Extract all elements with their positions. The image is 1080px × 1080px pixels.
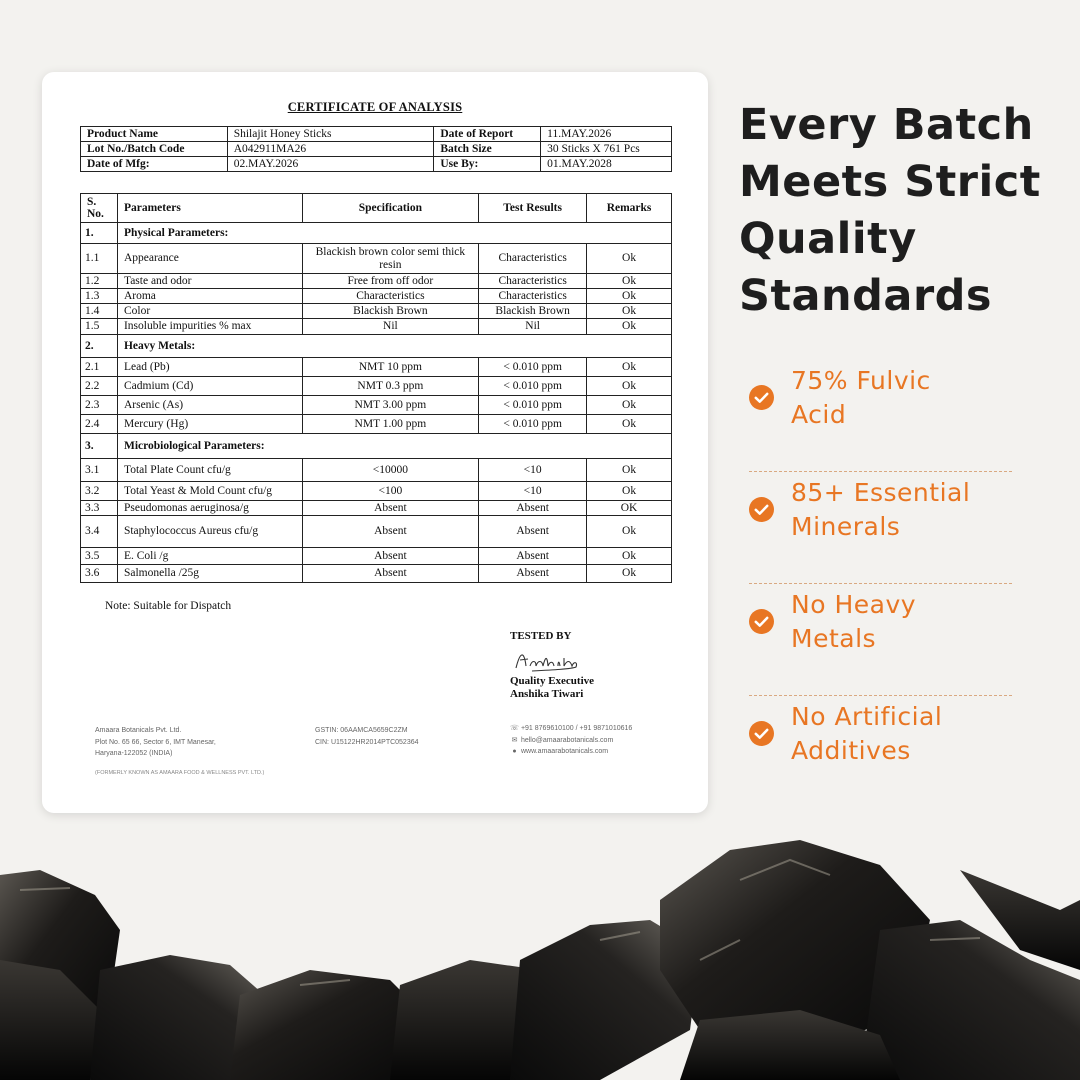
specification-cell: Absent	[302, 501, 479, 516]
address-line-1: Plot No. 65 66, Sector 6, IMT Manesar,	[95, 738, 216, 746]
parameter-cell: Salmonella /25g	[117, 565, 302, 583]
parameter-cell: Total Yeast & Mold Count cfu/g	[117, 482, 302, 501]
parameter-cell: Lead (Pb)	[117, 358, 302, 377]
col-header-parameters: Parameters	[117, 194, 302, 223]
batch-size-label: Batch Size	[434, 142, 541, 157]
certificate-title: CERTIFICATE OF ANALYSIS	[287, 100, 463, 114]
table-row	[81, 501, 672, 516]
feature-text: No Artificial Additives	[791, 702, 943, 765]
mfg-date-label: Date of Mfg:	[81, 157, 228, 172]
result-cell: < 0.010 ppm	[479, 396, 587, 415]
section-header-row	[81, 335, 672, 358]
specification-cell: Nil	[302, 319, 479, 335]
result-cell: Characteristics	[479, 289, 587, 304]
result-cell: Characteristics	[479, 274, 587, 289]
table-row	[81, 396, 672, 415]
specification-cell: Absent	[302, 516, 479, 548]
address-line-2: Haryana-122052 (INDIA)	[95, 750, 173, 758]
result-cell: <10	[479, 482, 587, 501]
company-name: Amaara Botanicals Pvt. Ltd.	[95, 727, 182, 734]
row-number: 3.1	[81, 459, 118, 482]
col-header-specification: Specification	[302, 194, 479, 223]
parameter-cell: Staphylococcus Aureus cfu/g	[117, 516, 302, 548]
section-number: 1.	[81, 223, 118, 244]
col-header-remarks: Remarks	[587, 194, 672, 223]
signature	[512, 648, 582, 674]
result-cell: Absent	[479, 501, 587, 516]
col-header-sno: S. No.	[81, 194, 118, 223]
specification-cell: Blackish brown color semi thick resin	[302, 244, 479, 274]
certificate-card	[42, 72, 708, 813]
signer-title: Quality Executive	[510, 675, 595, 687]
result-cell: < 0.010 ppm	[479, 415, 587, 434]
parameter-cell: Cadmium (Cd)	[117, 377, 302, 396]
product-info-table	[80, 126, 672, 172]
section-header-row	[81, 434, 672, 459]
parameter-cell: Total Plate Count cfu/g	[117, 459, 302, 482]
table-row	[81, 516, 672, 548]
specification-cell: NMT 0.3 ppm	[302, 377, 479, 396]
result-cell: Absent	[479, 565, 587, 583]
feature-item	[749, 472, 1012, 584]
specification-cell: Absent	[302, 548, 479, 565]
signer-block	[510, 675, 594, 701]
row-number: 1.4	[81, 304, 118, 319]
table-row	[81, 319, 672, 335]
result-cell: Absent	[479, 548, 587, 565]
specification-cell: NMT 3.00 ppm	[302, 396, 479, 415]
row-number: 2.4	[81, 415, 118, 434]
remark-cell: Ok	[587, 516, 672, 548]
company-contact	[510, 723, 632, 758]
product-name-label: Product Name	[81, 127, 228, 142]
specification-cell: NMT 10 ppm	[302, 358, 479, 377]
check-circle-icon	[749, 609, 774, 634]
tested-by-label: TESTED BY	[510, 630, 572, 642]
parameter-cell: Insoluble impurities % max	[117, 319, 302, 335]
product-name-value: Shilajit Honey Sticks	[227, 127, 434, 142]
section-title: Heavy Metals:	[117, 335, 671, 358]
feature-text: No Heavy Metals	[791, 590, 917, 653]
feature-item	[749, 584, 1012, 696]
remark-cell: OK	[587, 501, 672, 516]
remark-cell: Ok	[587, 319, 672, 335]
parameter-cell: Mercury (Hg)	[117, 415, 302, 434]
remark-cell: Ok	[587, 482, 672, 501]
remark-cell: Ok	[587, 274, 672, 289]
use-by-value: 01.MAY.2028	[541, 157, 672, 172]
parameter-cell: E. Coli /g	[117, 548, 302, 565]
section-title: Physical Parameters:	[117, 223, 671, 244]
table-row	[81, 459, 672, 482]
result-cell: Absent	[479, 516, 587, 548]
row-number: 3.5	[81, 548, 118, 565]
headline: Every Batch Meets Strict Quality Standards	[739, 100, 1041, 321]
section-number: 3.	[81, 434, 118, 459]
table-row	[81, 377, 672, 396]
row-number: 1.3	[81, 289, 118, 304]
globe-icon: ●	[512, 748, 517, 756]
shilajit-rocks-image	[0, 820, 1080, 1080]
section-number: 2.	[81, 335, 118, 358]
feature-list	[749, 360, 1012, 807]
col-header-test-results: Test Results	[479, 194, 587, 223]
row-number: 2.1	[81, 358, 118, 377]
specification-cell: NMT 1.00 ppm	[302, 415, 479, 434]
batch-size-value: 30 Sticks X 761 Pcs	[541, 142, 672, 157]
result-cell: Characteristics	[479, 244, 587, 274]
table-row	[81, 274, 672, 289]
company-registration	[315, 725, 419, 748]
parameters-table	[80, 193, 672, 583]
row-number: 3.6	[81, 565, 118, 583]
table-row	[81, 289, 672, 304]
parameter-cell: Aroma	[117, 289, 302, 304]
remark-cell: Ok	[587, 548, 672, 565]
website-text: www.amaarabotanicals.com	[520, 748, 609, 756]
mfg-date-value: 02.MAY.2026	[227, 157, 434, 172]
feature-item	[749, 360, 1012, 472]
row-number: 1.2	[81, 274, 118, 289]
phone-icon: ☏	[510, 725, 519, 732]
section-title: Microbiological Parameters:	[117, 434, 671, 459]
cin: CIN: U15122HR2014PTC052364	[315, 738, 419, 746]
gstin: GSTIN: 06AAMCA5659C2ZM	[315, 727, 408, 734]
table-row	[81, 244, 672, 274]
remark-cell: Ok	[587, 358, 672, 377]
result-cell: < 0.010 ppm	[479, 358, 587, 377]
use-by-label: Use By:	[434, 157, 541, 172]
former-name: (FORMERLY KNOWN AS AMAARA FOOD & WELLNESS PVT. LTD.)	[95, 770, 265, 776]
check-circle-icon	[749, 497, 774, 522]
specification-cell: <10000	[302, 459, 479, 482]
feature-text: 75% Fulvic Acid	[791, 366, 931, 429]
specification-cell: <100	[302, 482, 479, 501]
result-cell: Nil	[479, 319, 587, 335]
report-date-label: Date of Report	[434, 127, 541, 142]
row-number: 3.3	[81, 501, 118, 516]
table-row	[81, 304, 672, 319]
parameter-cell: Color	[117, 304, 302, 319]
result-cell: < 0.010 ppm	[479, 377, 587, 396]
row-number: 3.2	[81, 482, 118, 501]
remark-cell: Ok	[587, 565, 672, 583]
specification-cell: Free from off odor	[302, 274, 479, 289]
result-cell: Blackish Brown	[479, 304, 587, 319]
remark-cell: Ok	[587, 289, 672, 304]
row-number: 1.1	[81, 244, 118, 274]
remark-cell: Ok	[587, 244, 672, 274]
table-row	[81, 415, 672, 434]
row-number: 2.2	[81, 377, 118, 396]
lot-label: Lot No./Batch Code	[81, 142, 228, 157]
table-row	[81, 482, 672, 501]
parameter-cell: Arsenic (As)	[117, 396, 302, 415]
specification-cell: Absent	[302, 565, 479, 583]
remark-cell: Ok	[587, 377, 672, 396]
check-circle-icon	[749, 721, 774, 746]
row-number: 2.3	[81, 396, 118, 415]
phone-text: +91 8769610100 / +91 9871010616	[520, 725, 633, 732]
table-row	[81, 565, 672, 583]
section-header-row	[81, 223, 672, 244]
feature-text: 85+ Essential Minerals	[791, 478, 971, 541]
specification-cell: Characteristics	[302, 289, 479, 304]
result-cell: <10	[479, 459, 587, 482]
remark-cell: Ok	[587, 396, 672, 415]
parameter-cell: Pseudomonas aeruginosa/g	[117, 501, 302, 516]
feature-item	[749, 696, 1012, 807]
signer-name: Anshika Tiwari	[510, 688, 584, 701]
remark-cell: Ok	[587, 459, 672, 482]
row-number: 3.4	[81, 516, 118, 548]
remark-cell: Ok	[587, 304, 672, 319]
report-date-value: 11.MAY.2026	[541, 127, 672, 142]
specification-cell: Blackish Brown	[302, 304, 479, 319]
row-number: 1.5	[81, 319, 118, 335]
remark-cell: Ok	[587, 415, 672, 434]
check-circle-icon	[749, 385, 774, 410]
parameter-cell: Taste and odor	[117, 274, 302, 289]
parameter-cell: Appearance	[117, 244, 302, 274]
email-text: hello@amaarabotanicals.com	[520, 736, 614, 744]
lot-value: A042911MA26	[227, 142, 434, 157]
table-row	[81, 358, 672, 377]
table-row	[81, 548, 672, 565]
email-icon: ✉	[511, 736, 518, 744]
dispatch-note: Note: Suitable for Dispatch	[105, 600, 232, 612]
company-address	[95, 725, 216, 760]
